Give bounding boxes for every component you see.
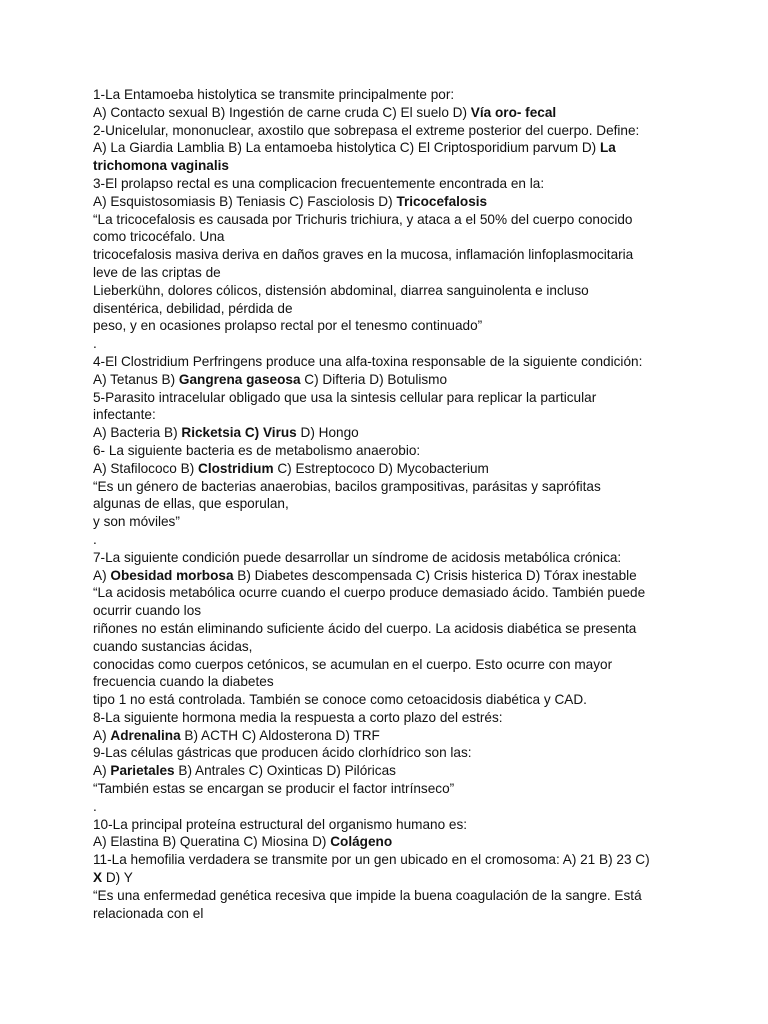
text-segment: “La acidosis metabólica ocurre cuando el cuerpo produce demasiado ácido. También puede <box>93 585 646 601</box>
text-line <box>93 175 683 193</box>
text-line <box>93 193 683 211</box>
text-segment: . <box>93 336 97 352</box>
bold-answer: X <box>93 870 103 886</box>
text-line <box>93 389 683 407</box>
text-segment: algunas de ellas, que esporulan, <box>93 496 289 512</box>
text-line <box>93 727 683 745</box>
bold-answer: trichomona vaginalis <box>93 158 229 174</box>
text-segment: peso, y en ocasiones prolapso rectal por el tenesmo continuado” <box>93 318 483 334</box>
text-line <box>93 300 683 318</box>
text-segment: A) Elastina B) Queratina C) Miosina D) <box>93 834 331 850</box>
text-segment: conocidas como cuerpos cetónicos, se acumulan en el cuerpo. Esto ocurre con mayor <box>93 656 613 672</box>
text-line <box>93 638 683 656</box>
text-segment: B) Diabetes descompensada C) Crisis histerica D) Tórax inestable <box>233 567 637 583</box>
text-line <box>93 833 683 851</box>
text-segment: A) Contacto sexual B) Ingestión de carne cruda C) El suelo D) <box>93 104 471 120</box>
text-segment: disentérica, debilidad, pérdida de <box>93 300 293 316</box>
text-line <box>93 317 683 335</box>
bold-answer: Parietales <box>110 763 175 779</box>
text-line <box>93 567 683 585</box>
text-line <box>93 673 683 691</box>
text-segment: 1-La Entamoeba histolytica se transmite principalmente por: <box>93 87 455 102</box>
text-segment: A) Tetanus B) <box>93 371 179 387</box>
bold-answer: La <box>599 140 616 156</box>
bold-answer: Obesidad morbosa <box>110 567 234 583</box>
text-segment: 5-Parasito intracelular obligado que usa la sintesis cellular para replicar la particular <box>93 389 597 405</box>
document-body <box>93 86 683 922</box>
text-segment: “La tricocefalosis es causada por Trichuris trichiura, y ataca a el 50% del cuerpo conocido <box>93 211 633 227</box>
text-segment: tricocefalosis masiva deriva en daños graves en la mucosa, inflamación linfoplasmocitaria <box>93 247 634 263</box>
text-line <box>93 816 683 834</box>
text-segment: B) ACTH C) Aldosterona D) TRF <box>180 727 380 743</box>
text-line <box>93 246 683 264</box>
text-line <box>93 264 683 282</box>
bold-answer: Gangrena gaseosa <box>178 371 301 387</box>
text-segment: ocurrir cuando los <box>93 603 202 619</box>
bold-answer: Adrenalina <box>110 727 181 743</box>
text-segment: “Es una enfermedad genética recesiva que impide la buena coagulación de la sangre. Está <box>93 887 642 903</box>
bold-answer: Clostridium <box>198 460 274 476</box>
bold-answer: Colágeno <box>330 834 393 850</box>
text-segment: A) La Giardia Lamblia B) La entamoeba histolytica C) El Criptosporidium parvum D) <box>93 140 600 156</box>
text-line <box>93 86 683 104</box>
text-line <box>93 353 683 371</box>
text-segment: riñones no están eliminando suficiente ácido del cuerpo. La acidosis diabética se presenta <box>93 620 637 636</box>
text-segment: 8-La siguiente hormona media la respuesta a corto plazo del estrés: <box>93 709 503 725</box>
text-line <box>93 424 683 442</box>
text-line <box>93 442 683 460</box>
text-line <box>93 602 683 620</box>
text-line <box>93 335 683 353</box>
text-segment: C) Difteria D) Botulismo <box>300 371 448 387</box>
text-line <box>93 371 683 389</box>
text-line <box>93 709 683 727</box>
text-line <box>93 780 683 798</box>
text-segment: “Es un género de bacterias anaerobias, bacilos grampositivas, parásitas y saprófitas <box>93 478 601 494</box>
text-line <box>93 513 683 531</box>
text-line <box>93 139 683 157</box>
text-segment: relacionada con el <box>93 905 204 921</box>
text-segment: 6- La siguiente bacteria es de metabolismo anaerobio: <box>93 442 421 458</box>
text-segment: . <box>93 531 97 547</box>
text-segment: infectante: <box>93 407 156 423</box>
text-segment: C) Estreptococo D) Mycobacterium <box>273 460 489 476</box>
text-segment: 9-Las células gástricas que producen ácido clorhídrico son las: <box>93 745 472 761</box>
text-line <box>93 744 683 762</box>
text-line <box>93 122 683 140</box>
bold-answer: Tricocefalosis <box>396 193 488 209</box>
text-segment: “También estas se encargan se producir el factor intrínseco” <box>93 781 455 797</box>
bold-answer: Vía oro- fecal <box>470 104 557 120</box>
text-line <box>93 869 683 887</box>
text-line <box>93 584 683 602</box>
text-segment: Lieberkühn, dolores cólicos, distensión abdominal, diarrea sanguinolenta e incluso <box>93 282 589 298</box>
text-line <box>93 620 683 638</box>
text-segment: 3-El prolapso rectal es una complicacion frecuentemente encontrada en la: <box>93 175 545 191</box>
text-line <box>93 762 683 780</box>
text-segment: tipo 1 no está controlada. También se conoce como cetoacidosis diabética y CAD. <box>93 692 587 708</box>
text-segment: A) <box>93 727 111 743</box>
text-line <box>93 656 683 674</box>
text-line <box>93 460 683 478</box>
text-line <box>93 691 683 709</box>
text-line <box>93 211 683 229</box>
text-segment: B) Antrales C) Oxinticas D) Pilóricas <box>174 763 396 779</box>
text-segment: . <box>93 798 97 814</box>
text-segment: A) <box>93 763 111 779</box>
text-line <box>93 495 683 513</box>
text-segment: frecuencia cuando la diabetes <box>93 674 274 690</box>
bold-answer: Ricketsia C) Virus <box>181 425 297 441</box>
text-segment: D) Y <box>102 870 133 886</box>
text-segment: A) Esquistosomiasis B) Teniasis C) Fasciolosis D) <box>93 193 397 209</box>
text-line <box>93 905 683 923</box>
text-segment: cuando sustancias ácidas, <box>93 638 253 654</box>
text-line <box>93 851 683 869</box>
text-segment: 10-La principal proteína estructural del organismo humano es: <box>93 816 468 832</box>
text-segment: 11-La hemofilia verdadera se transmite por un gen ubicado en el cromosoma: A) 21 B) 23 C) <box>93 852 650 868</box>
text-line <box>93 798 683 816</box>
text-segment: A) <box>93 567 111 583</box>
text-segment: A) Stafilococo B) <box>93 460 199 476</box>
text-segment: 7-La siguiente condición puede desarrollar un síndrome de acidosis metabólica crónica: <box>93 549 622 565</box>
text-segment: 2-Unicelular, mononuclear, axostilo que sobrepasa el extreme posterior del cuerpo. Define: <box>93 122 640 138</box>
text-segment: leve de las criptas de <box>93 264 221 280</box>
text-segment: y son móviles” <box>93 514 180 530</box>
text-segment: D) Hongo <box>296 425 359 441</box>
text-line <box>93 549 683 567</box>
text-line <box>93 478 683 496</box>
text-line <box>93 157 683 175</box>
text-segment: A) Bacteria B) <box>93 425 182 441</box>
text-line <box>93 406 683 424</box>
text-segment: 4-El Clostridium Perfringens produce una alfa-toxina responsable de la siguiente condición: <box>93 353 643 369</box>
text-line <box>93 104 683 122</box>
text-line <box>93 282 683 300</box>
text-line <box>93 228 683 246</box>
text-line <box>93 887 683 905</box>
text-line <box>93 531 683 549</box>
text-segment: como tricocéfalo. Una <box>93 229 225 245</box>
